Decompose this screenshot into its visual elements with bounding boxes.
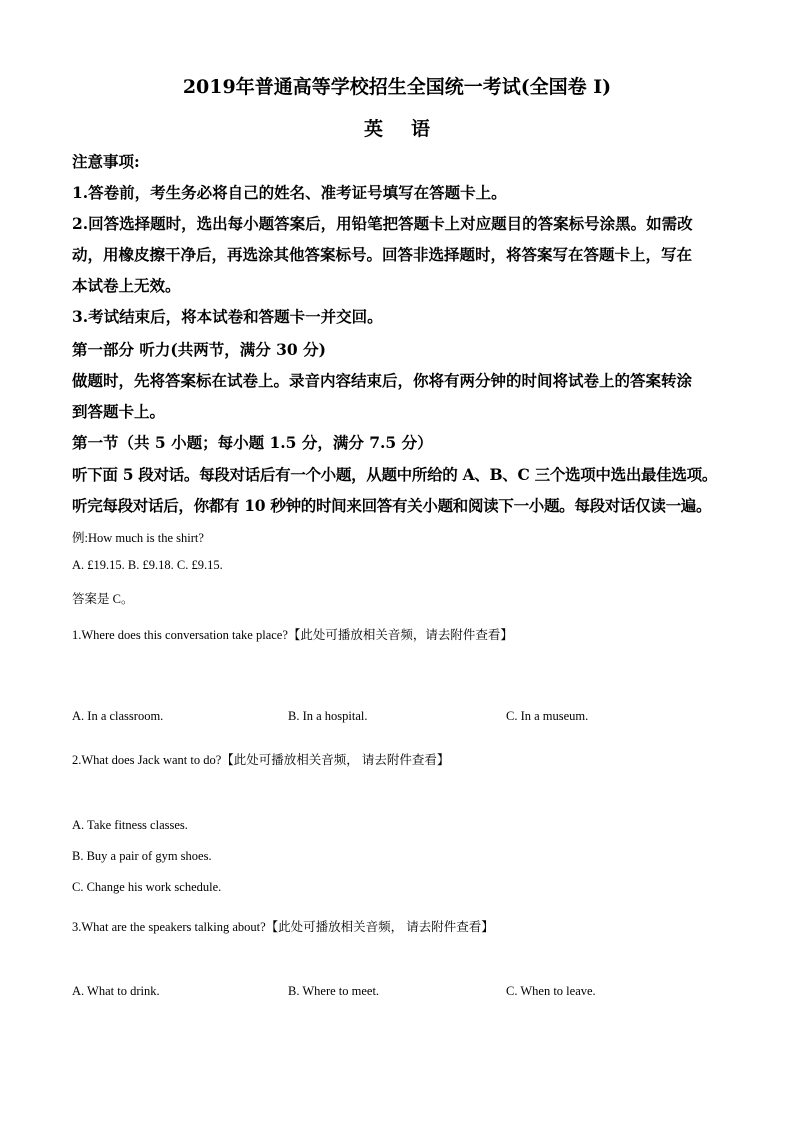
note-item-1: 1.答卷前，考生务必将自己的姓名、准考证号填写在答题卡上。 <box>72 183 507 202</box>
example-answer: 答案是 C。 <box>72 592 134 606</box>
note-item-3: 3.考试结束后，将本试卷和答题卡一并交回。 <box>72 307 383 326</box>
part-1-intro-line-2: 到答题卡上。 <box>72 402 166 421</box>
question-3-stem: 3.What are the speakers talking about?【此处可播放相关音频， 请去附件查看】 <box>72 920 494 934</box>
question-1-stem: 1.Where does this conversation take place?【此处可播放相关音频，请去附件查看】 <box>72 628 513 642</box>
example-question: 例:How much is the shirt? <box>72 531 204 545</box>
question-3-option-b: B. Where to meet. <box>288 984 380 998</box>
question-3-option-a: A. What to drink. <box>72 984 160 998</box>
note-item-2-line-3: 本试卷上无效。 <box>72 276 181 295</box>
question-2-stem: 2.What does Jack want to do?【此处可播放相关音频， 请去附件查看】 <box>72 753 450 767</box>
note-item-2-line-1: 2.回答选择题时，选出每小题答案后，用铅笔把答题卡上对应题目的答案标号涂黑。如需改 <box>72 214 693 233</box>
question-2-option-b: B. Buy a pair of gym shoes. <box>72 849 212 863</box>
part-1-heading: 第一部分 听力(共两节，满分 30 分) <box>72 340 326 359</box>
section-1-instruction-line-1: 听下面 5 段对话。每段对话后有一个小题，从题中所给的 A、B、C 三个选项中选出最佳选项。 <box>72 465 718 484</box>
question-2-option-c: C. Change his work schedule. <box>72 880 222 894</box>
part-1-intro-line-1: 做题时，先将答案标在试卷上。录音内容结束后，你将有两分钟的时间将试卷上的答案转涂 <box>72 371 693 390</box>
question-2-option-a: A. Take fitness classes. <box>72 818 188 832</box>
question-1-option-a: A. In a classroom. <box>72 709 164 723</box>
section-1-heading: 第一节（共 5 小题；每小题 1.5 分，满分 7.5 分） <box>72 433 433 452</box>
subject-title: 英语 <box>363 118 458 140</box>
example-options: A. £19.15. B. £9.18. C. £9.15. <box>72 558 223 572</box>
exam-title: 2019年普通高等学校招生全国统一考试(全国卷 I) <box>182 76 612 98</box>
note-item-2-line-2: 动，用橡皮擦干净后，再选涂其他答案标号。回答非选择题时，将答案写在答题卡上，写在 <box>72 245 693 264</box>
notes-heading: 注意事项: <box>72 152 140 171</box>
question-3-option-c: C. When to leave. <box>506 984 596 998</box>
section-1-instruction-line-2: 听完每段对话后，你都有 10 秒钟的时间来回答有关小题和阅读下一小题。每段对话仅读一遍。 <box>72 496 712 515</box>
question-1-option-c: C. In a museum. <box>506 709 589 723</box>
question-1-option-b: B. In a hospital. <box>288 709 368 723</box>
